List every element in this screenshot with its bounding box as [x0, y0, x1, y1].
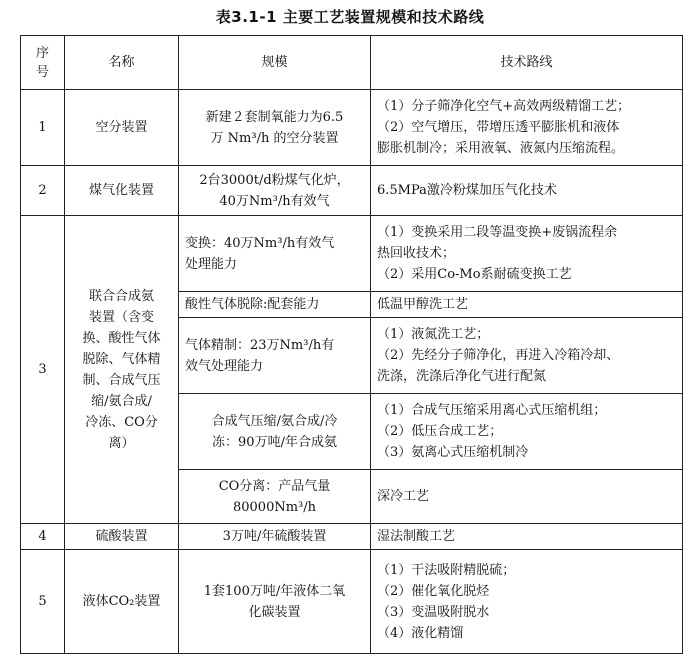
- row-scale: 2台3000t/d粉煤气化炉， 40万Nm³/h有效气: [179, 166, 371, 216]
- row-scale: 气体精制：23万Nm³/h有 效气处理能力: [179, 318, 371, 394]
- header-scale: 规模: [179, 36, 371, 90]
- row-scale: 1套100万吨/年液体二氧 化碳装置: [179, 550, 371, 654]
- row-tech: 湿法制酸工艺: [371, 524, 683, 550]
- table-row: [21, 166, 683, 216]
- table-title: 表3.1-1 主要工艺装置规模和技术路线: [215, 8, 485, 26]
- row-name: 液体CO₂装置: [65, 550, 179, 654]
- row-num: 3: [21, 216, 65, 524]
- row-name: 联合合成氨 装置（含变 换、酸性气体 脱除、气体精 制、合成气压 缩/氨合成/ 冷冻、CO分 离）: [65, 216, 179, 524]
- header-tech: 技术路线: [371, 36, 683, 90]
- header-num: 序 号: [21, 36, 65, 90]
- row-scale: 酸性气体脱除:配套能力: [179, 292, 371, 318]
- header-row: [21, 36, 683, 90]
- row-tech: （1）液氮洗工艺； （2）先经分子筛净化，再进入冷箱冷却、 洗涤，洗涤后净化气进行配氮: [371, 318, 683, 394]
- header-name: 名称: [65, 36, 179, 90]
- table-row: [21, 550, 683, 654]
- table-row: [21, 90, 683, 166]
- row-tech: 深冷工艺: [371, 470, 683, 524]
- row-num: 1: [21, 90, 65, 166]
- row-name: 煤气化装置: [65, 166, 179, 216]
- row-scale: 合成气压缩/氨合成/冷 冻：90万吨/年合成氨: [179, 394, 371, 470]
- row-scale: 新建２套制氧能力为6.5 万 Nm³/h 的空分装置: [179, 90, 371, 166]
- row-tech: （1）合成气压缩采用离心式压缩机组； （2）低压合成工艺； （3）氨离心式压缩机制冷: [371, 394, 683, 470]
- row-tech: 6.5MPa激冷粉煤加压气化技术: [371, 166, 683, 216]
- row-scale: 3万吨/年硫酸装置: [179, 524, 371, 550]
- table-row: [21, 216, 683, 292]
- row-num: 2: [21, 166, 65, 216]
- row-num: 5: [21, 550, 65, 654]
- row-scale: 变换：40万Nm³/h有效气 处理能力: [179, 216, 371, 292]
- process-table: [20, 35, 683, 654]
- row-name: 空分装置: [65, 90, 179, 166]
- row-tech: 低温甲醇洗工艺: [371, 292, 683, 318]
- row-tech: （1）变换采用二段等温变换+废锅流程余 热回收技术； （2）采用Co-Mo系耐硫变换工艺: [371, 216, 683, 292]
- row-tech: （1）分子筛净化空气+高效两级精馏工艺； （2）空气增压，带增压透平膨胀机和液体 膨胀机制冷；采用液氧、液氮内压缩流程。: [371, 90, 683, 166]
- row-num: 4: [21, 524, 65, 550]
- row-scale: CO分离：产品气量 80000Nm³/h: [179, 470, 371, 524]
- row-tech: （1）干法吸附精脱硫； （2）催化氧化脱烃 （3）变温吸附脱水 （4）液化精馏: [371, 550, 683, 654]
- table-row: [21, 524, 683, 550]
- row-name: 硫酸装置: [65, 524, 179, 550]
